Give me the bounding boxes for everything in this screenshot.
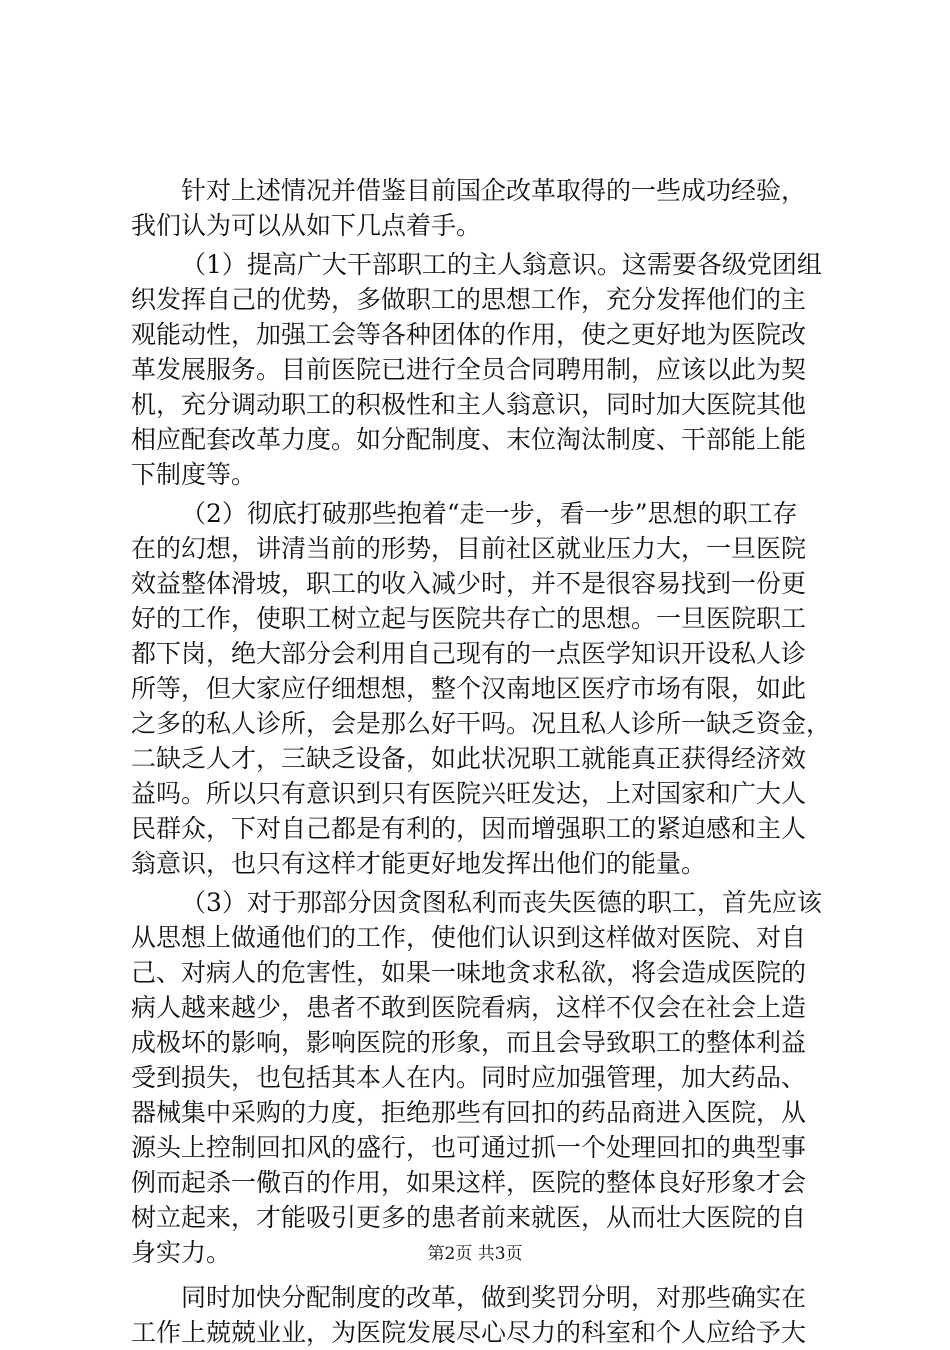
text-line: 器械集中采购的力度，拒绝那些有回扣的药品商进入医院，从	[131, 1098, 807, 1127]
text-line: 己、对病人的危害性，如果一味地贪求私欲，将会造成医院的	[131, 958, 807, 987]
text-line: 我们认为可以从如下几点着手。	[131, 211, 482, 240]
text-line: 民群众，下对自己都是有利的，因而增强职工的紧迫感和主人	[131, 814, 807, 843]
page-number-footer: 第2页 共3页	[427, 1244, 523, 1264]
text-line: （2）彻底打破那些抱着“走一步，看一步”思想的职工存	[181, 499, 798, 528]
text-line: 源头上控制回扣风的盛行，也可通过抓一个处理回扣的典型事	[131, 1133, 807, 1162]
text-line: 下制度等。	[131, 460, 257, 489]
text-line: 工作上兢兢业业，为医院发展尽心尽力的科室和个人应给予大	[131, 1318, 807, 1347]
text-line: 二缺乏人才，三缺乏设备，如此状况职工就能真正获得经济效	[131, 744, 807, 773]
text-line: 相应配套改革力度。如分配制度、末位淘汰制度、干部能上能	[131, 425, 807, 454]
text-line: 效益整体滑坡，职工的收入减少时，并不是很容易找到一份更	[131, 569, 807, 598]
paragraph-point-2	[131, 496, 831, 881]
text-line: 革发展服务。目前医院已进行全员合同聘用制，应该以此为契	[131, 355, 807, 384]
text-line: 所等，但大家应仔细想想，整个汉南地区医疗市场有限，如此	[131, 674, 807, 703]
text-line: 在的幻想，讲清当前的形势，目前社区就业压力大，一旦医院	[131, 534, 807, 563]
text-line: 受到损失，也包括其本人在内。同时应加强管理，加大药品、	[131, 1063, 807, 1092]
text-line: （3）对于那部分因贪图私利而丧失医德的职工，首先应该	[181, 888, 822, 917]
paragraph-closing	[131, 1280, 831, 1350]
text-line: 翁意识，也只有这样才能更好地发挥出他们的能量。	[131, 849, 707, 878]
text-line: 观能动性，加强工会等各种团体的作用，使之更好地为医院改	[131, 320, 807, 349]
text-line: 之多的私人诊所，会是那么好干吗。况且私人诊所一缺乏资金，	[131, 709, 832, 738]
text-line: 同时加快分配制度的改革，做到奖罚分明，对那些确实在	[181, 1283, 807, 1312]
document-body	[131, 173, 831, 1350]
text-line: 身实力。	[131, 1238, 232, 1267]
text-line: 机，充分调动职工的积极性和主人翁意识，同时加大医院其他	[131, 390, 807, 419]
text-line: 好的工作，使职工树立起与医院共存亡的思想。一旦医院职工	[131, 604, 807, 633]
paragraph-intro	[131, 173, 831, 243]
paragraph-point-3	[131, 885, 831, 1270]
text-line: 都下岗，绝大部分会利用自己现有的一点医学知识开设私人诊	[131, 639, 807, 668]
text-line: 针对上述情况并借鉴目前国企改革取得的一些成功经验，	[181, 176, 807, 205]
text-line: 益吗。所以只有意识到只有医院兴旺发达，上对国家和广大人	[131, 779, 807, 808]
paragraph-point-1	[131, 247, 831, 492]
text-line: 织发挥自己的优势，多做职工的思想工作，充分发挥他们的主	[131, 285, 807, 314]
text-line: （1）提高广大干部职工的主人翁意识。这需要各级党团组	[181, 250, 822, 279]
text-line: 树立起来，才能吸引更多的患者前来就医，从而壮大医院的自	[131, 1203, 807, 1232]
text-line: 病人越来越少，患者不敢到医院看病，这样不仅会在社会上造	[131, 993, 807, 1022]
text-line: 成极坏的影响，影响医院的形象，而且会导致职工的整体利益	[131, 1028, 807, 1057]
text-line: 例而起杀一儆百的作用，如果这样，医院的整体良好形象才会	[131, 1168, 807, 1197]
text-line: 从思想上做通他们的工作，使他们认识到这样做对医院、对自	[131, 923, 807, 952]
